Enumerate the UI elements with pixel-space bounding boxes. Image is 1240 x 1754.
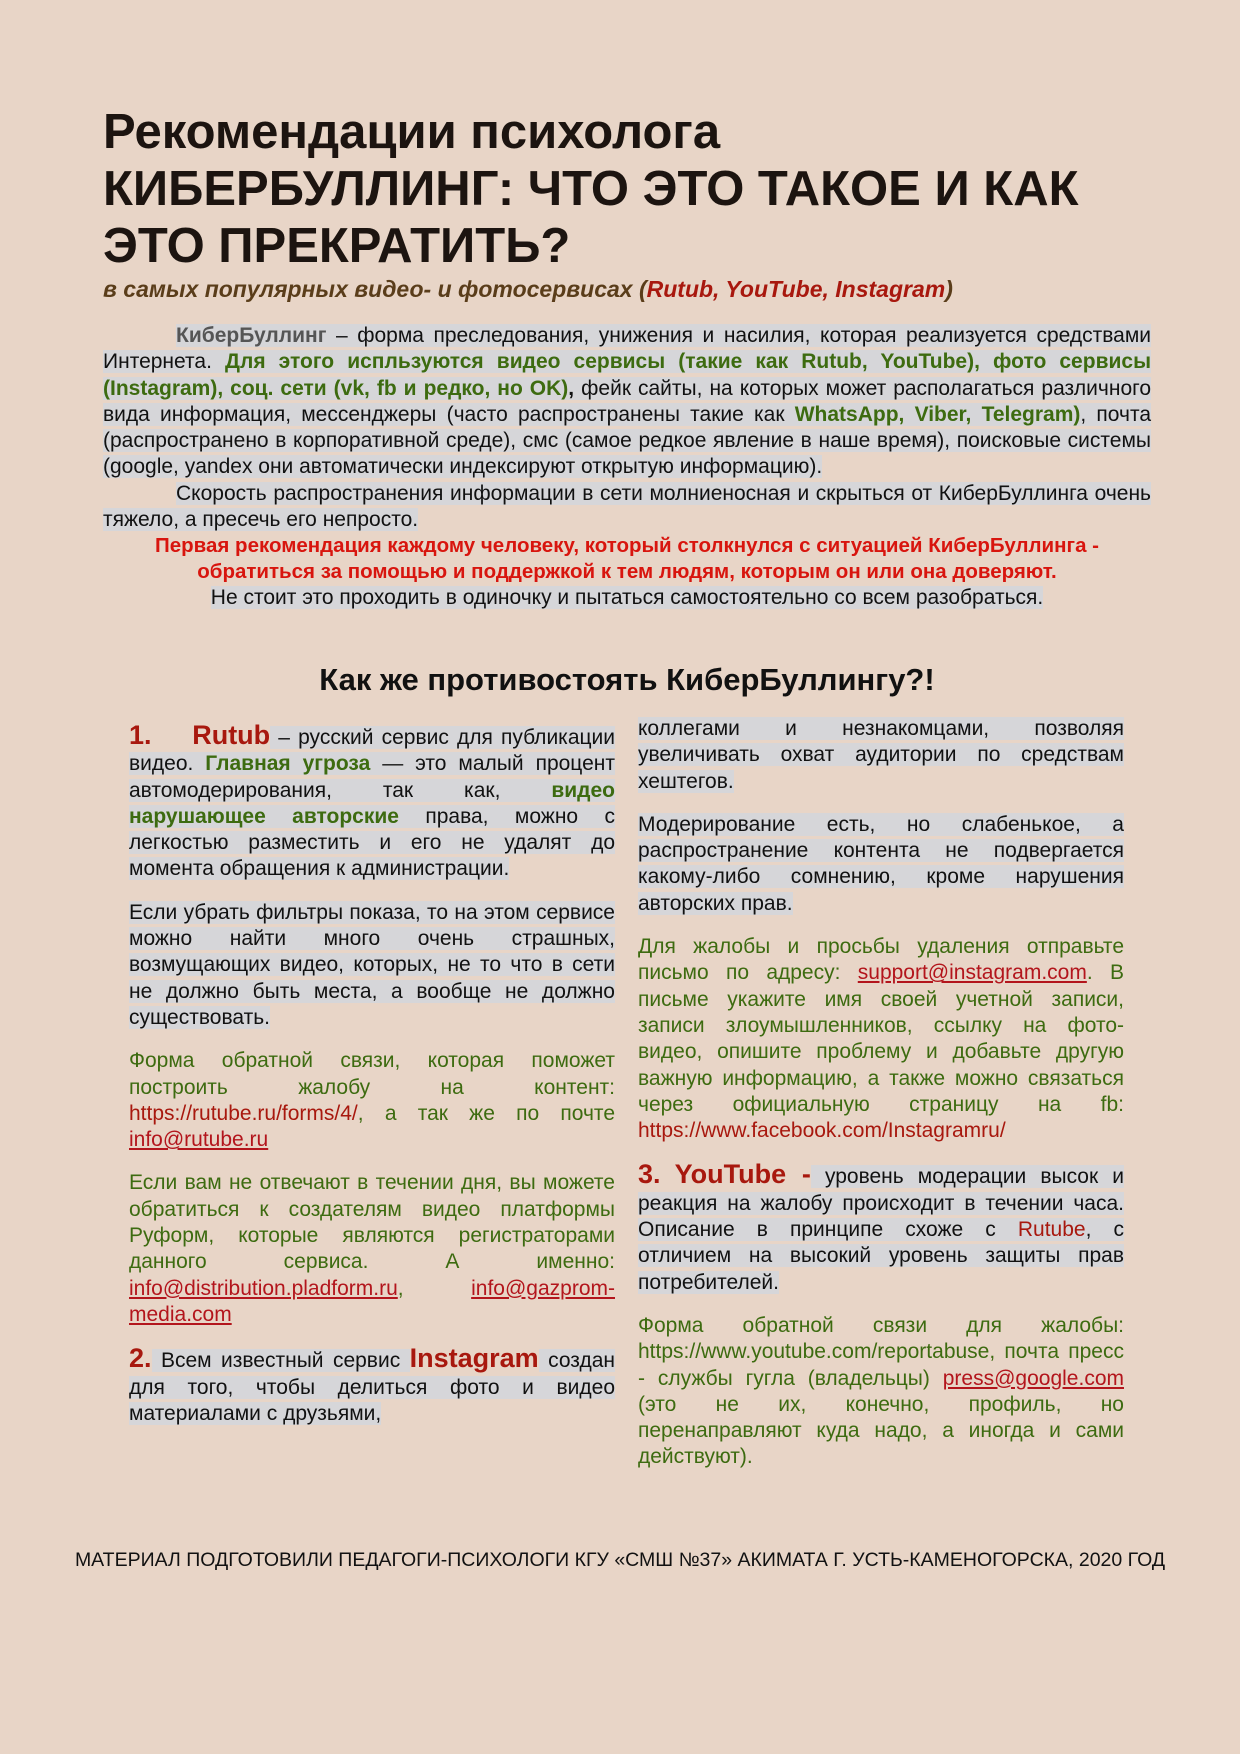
subtitle-close: ) [945,276,953,302]
instagram-text-a: Всем известный сервис [151,1349,410,1373]
instagram-continued [638,716,1124,795]
document-title [103,104,1163,275]
footer-credits: МАТЕРИАЛ ПОДГОТОВИЛИ ПЕДАГОГИ-ПСИХОЛОГИ КГУ «СМШ №37» АКИМАТА Г. УСТЬ-КАМЕНОГОРСКА, 2020 ГОД [74,1549,1166,1571]
section-heading: Как же противостоять КиберБуллингу?! [319,662,935,697]
rutub-form-paragraph [129,1048,615,1153]
intro-speed-text: Скорость распространения информации в сети молниеносная и скрыться от КиберБуллинга очень тяжело, а пресечь его непросто. [103,481,1151,532]
intro-text-c: , почта (распространено в корпоративной среде), смс (самое редкое явление в наше время), поисковые системы (google, yandex они автоматически индексируют открытую информацию). [103,402,1152,479]
google-press-email-link[interactable]: press@google.com [942,1366,1124,1390]
intro-paragraph-3 [103,585,1151,611]
rutub-number: 1. [129,720,152,750]
noanswer-text: Если вам не отвечают в течении дня, вы можете обратиться к создателям видео платформы Руформ, которые являются регистраторами данного сервиса. А именно: [129,1171,615,1274]
rutub-name: Rutub [192,720,271,750]
title-line-1: Рекомендации психолога [103,105,721,159]
document-subtitle [103,275,1163,303]
intro-comma: , [568,376,575,400]
instagram-support-email-link[interactable]: support@instagram.com [857,961,1087,985]
pladform-email-link[interactable]: info@distribution.pladform.ru [129,1276,398,1300]
rutub-text-b: — это малый процент автомодерирования, так как, [129,752,615,802]
intro-text-b: фейк сайты, на которых может располагаться различного вида информация, мессенджеры (часто распространены такие как [103,376,1152,426]
intro-services-list: Для этого испльзуются видео сервисы (такие как Rutub, YouTube), фото сервисы (Instagram), соц. сети (vk, fb и редко, но OK) [103,350,1151,400]
title-line-2: КИБЕРБУЛЛИНГ: ЧТО ЭТО ТАКОЕ И КАК ЭТО ПРЕКРАТИТЬ? [103,162,1079,273]
left-column [129,722,615,1444]
email-separator: , [397,1276,472,1300]
complaint-text-b: . В письме укажите имя своей учетной записи, записи злоумышленников, ссылку на фото-видео, опишите проблему и добавьте другую важную информацию, а также можно связаться через официальную страницу на fb: [638,961,1124,1116]
noanswer-paragraph [129,1170,615,1328]
ytform-text-b: (это не их, конечно, профиль, но перенаправляют куда надо, а иногда и сами действуют). [638,1392,1124,1469]
instagram-fb-link[interactable]: https://www.facebook.com/Instagramru/ [638,1119,1006,1143]
instagram-number: 2. [129,1343,152,1374]
intro-text-a: – форма преследования, унижения и насилия, которая реализуется средствами Интернета. [103,324,1151,374]
instagram-name: Instagram [409,1343,539,1374]
instagram-paragraph [129,1345,615,1427]
intro-paragraph-1 [103,323,1151,481]
filters-paragraph [129,900,615,1031]
rutub-text-a: – русский сервис для публикации видео. [129,726,615,776]
form-text-a: Форма обратной связи, которая поможет построить жалобу на контент: [129,1049,615,1099]
youtube-form-paragraph [638,1313,1124,1471]
rutub-form-link[interactable]: https://rutube.ru/forms/4/ [129,1101,358,1125]
warning-recommendation: Первая рекомендация каждому человеку, который столкнулся с ситуацией КиберБуллинга - обратиться за помощью и поддержкой к тем людям, которым он или она доверяют. [155,534,1099,584]
subtitle-services: Rutub, YouTube, Instagram [646,276,946,302]
instagram-text-b: создан для того, чтобы делиться фото и видео материалами с друзьями, [129,1349,615,1425]
gazprom-email-link[interactable]: info@gazprom-media.com [129,1276,615,1326]
rutub-text-c: права, можно с легкостью разместить и его не удалят до момента обращения к администрации. [129,804,615,881]
youtube-number: 3. [638,1159,661,1190]
intro-paragraph-2 [103,481,1151,534]
intro-section [103,323,1151,612]
instagram-cont-text: коллегами и незнакомцами, позволяя увеличивать охват аудитории по средствам хештегов. [638,717,1124,793]
rutube-email-link[interactable]: info@rutube.ru [129,1128,269,1152]
moderation-paragraph [638,812,1124,917]
moderation-text: Модерирование есть, но слабенькое, а распространение контента не подвергается какому-либо сомнению, кроме нарушения авторских прав. [638,812,1124,915]
rutub-copyright: видео нарушающее авторские [129,778,615,828]
right-column [638,716,1124,1488]
rutub-threat: Главная угроза [205,752,371,776]
rutub-paragraph [129,722,615,883]
youtube-rutube-ref: Rutube [1017,1218,1086,1242]
intro-messengers: WhatsApp, Viber, Telegram) [794,402,1081,426]
filters-text: Если убрать фильтры показа, то на этом сервисе можно найти много очень страшных, возмущающих видео, которых, не то что в сети не должно быть места, а вообще не должно существовать. [129,900,615,1029]
form-text-b: , а так же по почте [357,1101,615,1125]
intro-alone-text: Не стоит это проходить в одиночку и пытаться самостоятельно со всем разобраться. [210,586,1044,610]
instagram-complaint-paragraph [638,934,1124,1144]
youtube-name: YouTube - [674,1159,811,1190]
youtube-text-a: уровень модерации высок и реакция на жалобу происходит в течении часа. Описание в принципе схоже с [638,1165,1124,1242]
subtitle-text: в самых популярных видео- и фотосервисах ( [103,276,647,302]
complaint-text-a: Для жалобы и просьбы удаления отправьте письмо по адресу: [638,935,1124,985]
term-cyberbullying: КиберБуллинг [176,324,327,347]
ytform-text-a: Форма обратной связи для жалобы: https://www.youtube.com/reportabuse, почта пресс - службы гугла (владельцы) [638,1313,1124,1390]
youtube-paragraph [638,1161,1124,1295]
youtube-text-b: , с отличием на высокий уровень защиты прав потребителей. [638,1218,1125,1294]
